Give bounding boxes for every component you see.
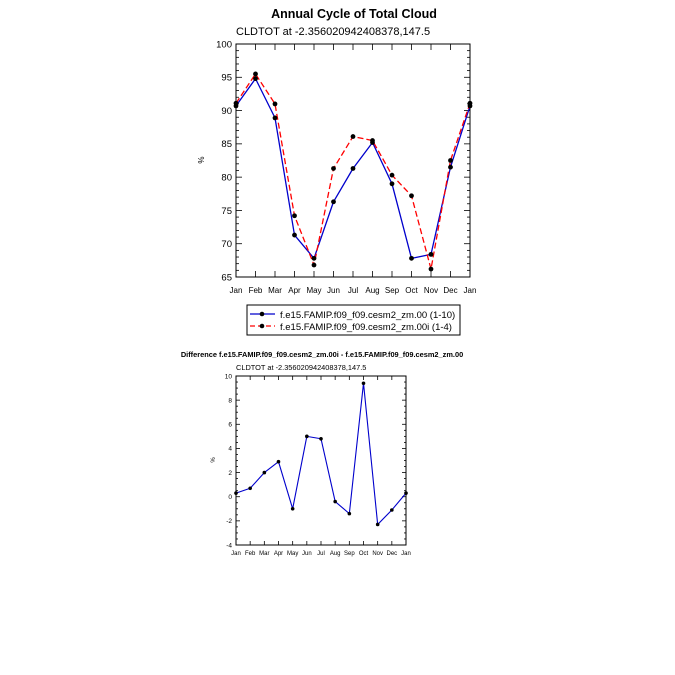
chart1-series-2-point <box>429 267 434 272</box>
chart1-y-axis-label: % <box>197 156 206 164</box>
chart2-x-tick-label: Nov <box>372 551 384 557</box>
chart2-series-1-point <box>404 491 408 495</box>
chart2-x-tick-label: Feb <box>244 551 256 557</box>
legend-series2-marker <box>260 324 265 329</box>
chart1-y-tick-label: 65 <box>221 272 232 284</box>
chart1-x-tick-label: Jan <box>463 286 477 295</box>
chart1-title: Annual Cycle of Total Cloud <box>271 7 437 21</box>
chart1-x-tick-label: Dec <box>443 286 458 295</box>
chart2-y-tick-label: -4 <box>226 542 232 550</box>
chart1-series-1-point <box>409 256 414 261</box>
chart1-series-1-point <box>429 252 434 257</box>
chart2-x-tick-label: May <box>286 551 299 557</box>
chart1-y-tick-label: 80 <box>221 172 232 184</box>
chart2-x-tick-label: Jan <box>401 551 411 557</box>
chart1-series-2-point <box>370 138 375 143</box>
chart1-y-tick-label: 75 <box>221 205 232 217</box>
chart1-x-tick-label: Apr <box>288 286 301 295</box>
chart1-x-tick-label: Nov <box>423 286 439 295</box>
chart2-y-tick-label: 10 <box>224 373 232 381</box>
legend-series2-label: f.e15.FAMIP.f09_f09.cesm2_zm.00i (1-4) <box>280 322 452 333</box>
chart1-series-2-point <box>292 213 297 218</box>
chart1-subtitle: CLDTOT at -2.356020942408378,147.5 <box>236 26 431 38</box>
chart2-y-tick-label: 4 <box>228 445 232 453</box>
chart2-series-1-point <box>362 381 366 385</box>
chart1-x-tick-label: May <box>306 286 322 295</box>
chart1-series-1-point <box>273 115 278 120</box>
chart1-y-tick-label: 95 <box>221 72 232 84</box>
legend-series1-marker <box>260 312 265 317</box>
chart1-x-tick-label: Jun <box>327 286 340 295</box>
chart1-series-2-point <box>234 101 239 106</box>
chart2-x-tick-label: Sep <box>343 551 355 557</box>
chart1-series-1-point <box>331 199 336 204</box>
chart2-series-1-point <box>305 435 309 439</box>
chart1-x-tick-label: Sep <box>384 286 400 295</box>
chart2-x-tick-label: Mar <box>259 551 270 557</box>
chart2-series-1-point <box>333 500 337 504</box>
chart2-y-tick-label: -2 <box>226 518 232 526</box>
chart1-series-2-point <box>273 102 278 107</box>
chart1-x-tick-label: Aug <box>365 286 380 295</box>
chart1-y-tick-label: 70 <box>221 239 232 251</box>
chart1-series-2-point <box>448 158 453 163</box>
chart1-x-tick-label: Oct <box>405 286 418 295</box>
chart1-series-2-point <box>390 173 395 178</box>
chart2-x-tick-label: Apr <box>273 551 284 557</box>
chart1-series-1-point <box>312 256 317 261</box>
chart1-series-2-point <box>468 101 473 106</box>
legend-series1-label: f.e15.FAMIP.f09_f09.cesm2_zm.00 (1-10) <box>280 310 456 321</box>
chart2-y-tick-label: 8 <box>228 397 232 405</box>
chart2-y-tick-label: 2 <box>228 469 232 477</box>
chart2-x-tick-label: Jan <box>231 551 241 557</box>
chart1-x-tick-label: Feb <box>248 286 263 295</box>
chart2-series-1-point <box>376 523 380 527</box>
chart1-x-tick-label: Jan <box>229 286 243 295</box>
chart2-y-axis-label: % <box>211 457 217 463</box>
chart1-series-1-point <box>390 181 395 186</box>
chart2-series-1-point <box>277 460 281 464</box>
chart1-series-1-point <box>292 233 297 238</box>
chart1-y-tick-label: 90 <box>221 105 232 117</box>
chart2-title: Difference f.e15.FAMIP.f09_f09.cesm2_zm.00i - f.e15.FAMIP.f09_f09.cesm2_zm.00 <box>180 350 464 359</box>
chart1-x-tick-label: Jul <box>347 286 359 295</box>
chart2-x-tick-label: Aug <box>329 551 341 557</box>
chart1-series-1-point <box>253 76 258 81</box>
chart1-series-2-point <box>331 166 336 171</box>
chart2-series-1-point <box>263 471 267 475</box>
chart2-y-tick-label: 6 <box>228 421 232 429</box>
chart2-x-tick-label: Dec <box>386 551 398 557</box>
chart1-x-tick-label: Mar <box>268 286 282 295</box>
chart1-series-1-point <box>351 166 356 171</box>
chart2-series-1-point <box>319 437 323 441</box>
chart1-series-2-point <box>253 72 258 77</box>
chart2-series-1-point <box>291 507 295 511</box>
chart2-y-tick-label: 0 <box>228 493 232 501</box>
chart1-series-2-point <box>351 134 356 139</box>
chart1-series-2-point <box>312 263 317 268</box>
chart2-series-1-point <box>248 486 252 490</box>
chart2-x-tick-label: Jul <box>317 551 325 557</box>
chart1-series-2-point <box>409 193 414 198</box>
chart1-series-1-point <box>448 165 453 170</box>
chart2-x-tick-label: Jun <box>301 551 312 557</box>
chart2-series-1-point <box>234 491 238 495</box>
chart2-series-1-point <box>348 512 352 516</box>
chart2-series-1-point <box>390 508 394 512</box>
chart1-y-tick-label: 85 <box>221 139 232 151</box>
chart1-y-tick-label: 100 <box>216 39 232 51</box>
chart2-subtitle: CLDTOT at -2.356020942408378,147.5 <box>236 363 367 372</box>
chart2-x-tick-label: Oct <box>358 551 369 557</box>
